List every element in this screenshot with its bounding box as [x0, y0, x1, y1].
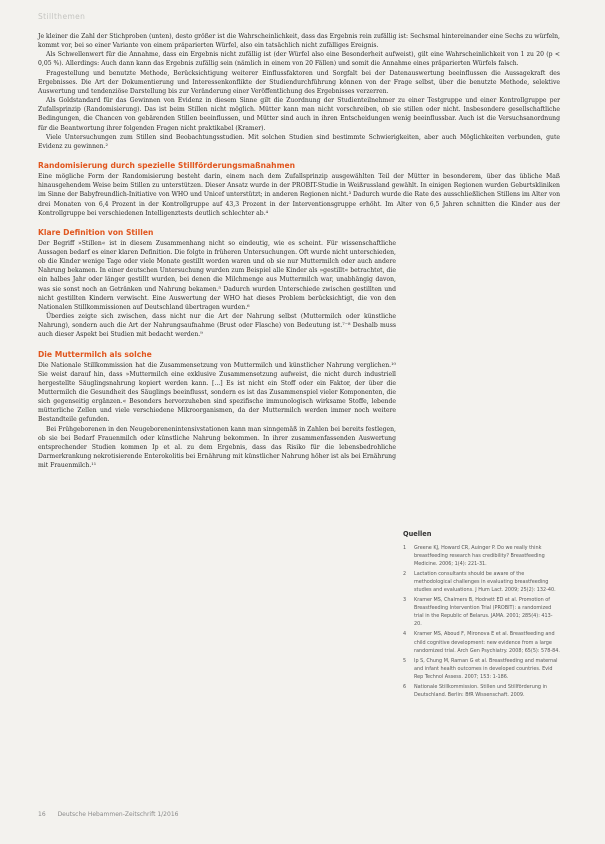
source-number: 5 [403, 657, 407, 664]
source-number: 4 [403, 631, 407, 638]
sources-title: Quellen [403, 530, 432, 538]
section-heading: Randomisierung durch spezielle Stillförderungsmaßnahmen [38, 161, 296, 171]
source-item [403, 630, 560, 654]
body-paragraph: Viele Untersuchungen zum Stillen sind Beobachtungsstudien. Mit solchen Studien sind bestimmte Schwierigkeiten, aber auch Möglichkeiten verbunden, gute Evidenz zu gewinnen.² [38, 133, 560, 150]
section-randomisierung [38, 161, 560, 218]
body-paragraph: Eine mögliche Form der Randomisierung besteht darin, einem nach dem Zufallsprinzip ausgewählten Teil der Mütter in besonderem, über das übliche Maß hinausgehendem Weise beim Stillen zu unterstützen. Dieser Ansatz wurde in der PROBIT-Studie in Weißrussland gewählt. In einigen Regionen wurden Geburtskliniken im Sinne der Babyfreundlich-Initiative von WHO und Unicef unterstützt; in anderen Regionen nicht.³ Dadurch wurde die Rate des ausschließlichen Stillens im Alter von drei Monaten von 6,4 Prozent in der Kontrollgruppe auf 43,3 Prozent in der Interventionsgruppe erhöht. Im Alter von 6,5 Jahren schnitten die Kinder aus der Kontrollgruppe bei verschiedenen Intelligenztests deutlich schlechter ab.⁴ [38, 173, 560, 217]
source-text: Ip S, Chung M, Raman G et al. Breastfeeding and maternal and infant health outcomes in developed countries. Evid Rep Technol Assess. 2007; 153: 1-186. [414, 657, 558, 680]
source-item [403, 570, 560, 594]
body-paragraph: Als Schwellenwert für die Annahme, dass ein Ergebnis nicht zufällig ist (der Würfel also eine Besonderheit aufweist), gilt eine Wahrscheinlichkeit von 1 zu 20 (p < 0,05 %). Allerdings: Auch dann kann das Ergebnis zufällig sein (nämlich in einem von 20 Fällen) und somit die Annahme eines präparierten Würfels falsch. [38, 51, 560, 68]
section-heading: Klare Definition von Stillen [38, 227, 154, 237]
body-paragraph: Überdies zeigte sich zwischen, dass nicht nur die Art der Nahrung selbst (Muttermilch oder künstliche Nahrung), sondern auch die Art der Nahrungsaufnahme (Brust oder Flasche) von Bedeutung ist.⁷⁻⁸ Deshalb muss auch dieser Aspekt bei Studien mit bedacht werden.⁹ [38, 313, 396, 339]
sources-sidebar [403, 530, 560, 701]
page-footer [38, 811, 178, 818]
source-number: 1 [403, 545, 407, 551]
body-paragraph: Fragestellung und benutzte Methode, Berücksichtigung weiterer Einflussfaktoren und Sorgfalt bei der Datenauswertung beeinflussen die Aussagekraft des Ergebnisses. Die Art der Dokumentierung und Interessenkonflikte der Studiendurchführung können von der Frage selbst, über die benutzte Methode, selektive Auswertung und tendenziöse Darstellung bis zur Veränderung einer Veröffentlichung des Ergebnisses verzerren. [38, 69, 560, 95]
source-text: Lactation consultants should be aware of the methodological challenges in evaluating breastfeeding studies and evaluations. J Hum Lact. 2009; 25(2): 132-40. [414, 571, 556, 594]
source-text: Kramer MS, Aboud F, Mironova E et al. Breastfeeding and child cognitive development: new evidence from a large randomized trial. Arch Gen Psychiatry. 2008; 65(5): 578-84. [414, 631, 560, 654]
body-paragraph: Je kleiner die Zahl der Stichproben (unten), desto größer ist die Wahrscheinlichkeit, dass das Ergebnis rein zufällig ist: Sechsmal hintereinander eine Sechs zu würfeln, kommt vor, bei so einer Variante von einem präparierten Würfel, also ein tatsächlich nicht zufälliges Ereignis. [38, 33, 560, 50]
page-number: 16 [38, 811, 46, 818]
source-item [403, 683, 560, 699]
body-paragraph: Bei Frühgeborenen in den Neugeborenenintensivstationen kann man sinngemäß in Zahlen bei bereits festlegen, ob sie bei Bedarf Frauenmilch oder künstliche Nahrung bekommen. In ihrer zusammenfassenden Auswertung entsprechender Studien kommen Ip et al. zu dem Ergebnis, dass das Risiko für die lebensbedrohliche Darmerkrankung nekrotisierende Enterokolitis bei Ernährung mit künstlicher Nahrung höher ist als bei Ernährung mit Frauenmilch.¹¹ [38, 425, 397, 470]
body-paragraph: Als Goldstandard für das Gewinnen von Evidenz in diesem Sinne gilt die Zuordnung der Studienteilnehmer zu einer Testgruppe und einer Kontrollgruppe per Zufallsprinzip (Randomisierung). Das ist beim Stillen nicht möglich. Mütter kann man nicht vorschreiben, ob sie stillen oder nicht. Insbesondere gesellschaftliche Bedingungen, die Chancen von gebärenden Stillen beeinflussen, und Mütter sind auch in ihren Entscheidungen wenig beeinflussbar. Auch ist die Versuchsanordnung für die Beantwortung ihrer folgenden Fragen nicht praktikabel (Kramer). [38, 97, 560, 132]
body-paragraph: Die Nationale Stillkommission hat die Zusammensetzung von Muttermilch und künstlicher Nahrung verglichen.¹⁰ Sie weist darauf hin, dass »Muttermilch eine exklusive Zusammensetzung aufweist, die nicht durch industriell hergestellte Säuglingsnahrung kopiert werden kann. [...] Es ist nicht ein Stoff oder ein Faktor, der über die Muttermilch die Gesundheit des Säuglings beeinflusst, sondern es ist das Zusammenspiel vieler Komponenten, die sich gegenseitig ergänzen.« Besonders hervorzuheben sind spezifische immunologisch wirksame Stoffe, lebende mütterliche Zellen und viele verschiedene Mikroorganismen, da der Muttermilch werden immer noch weitere Bestandteile gefunden. [38, 361, 396, 424]
source-number: 2 [403, 571, 407, 578]
source-item [403, 657, 560, 681]
section-definition [38, 228, 396, 340]
source-item [403, 544, 560, 568]
source-item [403, 596, 560, 628]
section-heading: Die Muttermilch als solche [38, 349, 152, 359]
journal-name: Deutsche Hebammen-Zeitschrift 1/2016 [57, 811, 179, 818]
running-header: Stillthemen [38, 12, 86, 21]
source-number: 3 [403, 597, 407, 604]
source-number: 6 [403, 683, 407, 690]
section-muttermilch [38, 350, 396, 471]
source-text: Kramer MS, Chalmers B, Hodnett ED et al. Promotion of Breastfeeding Intervention Trial (PROBIT): a randomized trial in the Republic of Belarus. JAMA. 2001; 285(4): 413-20. [414, 597, 553, 628]
body-paragraph: Der Begriff »Stillen« ist in diesem Zusammenhang nicht so eindeutig, wie es scheint. Für wissenschaftliche Aussagen bedarf es einer klaren Definition. Die folgte in früheren Untersuchungen. Oft wurde nicht unterschieden, ob die Kinder wenige Tage oder viele Monate gestillt worden waren und ob sie nur Muttermilch oder auch andere Nahrung bekamen. In einer deutschen Untersuchung wurden zum Beispiel alle Kinder als »gestillt« betrachtet, die ein halbes Jahr oder länger gestillt wurden, bei denen die Milchmenge aus Muttermilch war, unabhängig davon, was sie sonst noch an Getränken und Nahrung bekamen.⁵ Dadurch wurden Unterschiede zwischen gestillten und nicht gestillten Kindern verwischt. Eine Auswertung der WHO hat dieses Problem berücksichtigt, die von den Nationalen Stillkommissionen auf Deutschland übertragen wurden.⁶ [38, 239, 396, 311]
article-body [38, 32, 560, 470]
section-intro [38, 32, 560, 151]
source-text: Nationale Stillkommission. Stillen und Stillförderung in Deutschland. Berlin: BfR Wissenschaft. 2009. [414, 683, 548, 698]
source-text: Greene KJ, Howard CR, Auinger P. Do we really think breastfeeding research has credibility? Breastfeeding Medicine. 2006; 1(4): 221-31. [414, 545, 545, 568]
